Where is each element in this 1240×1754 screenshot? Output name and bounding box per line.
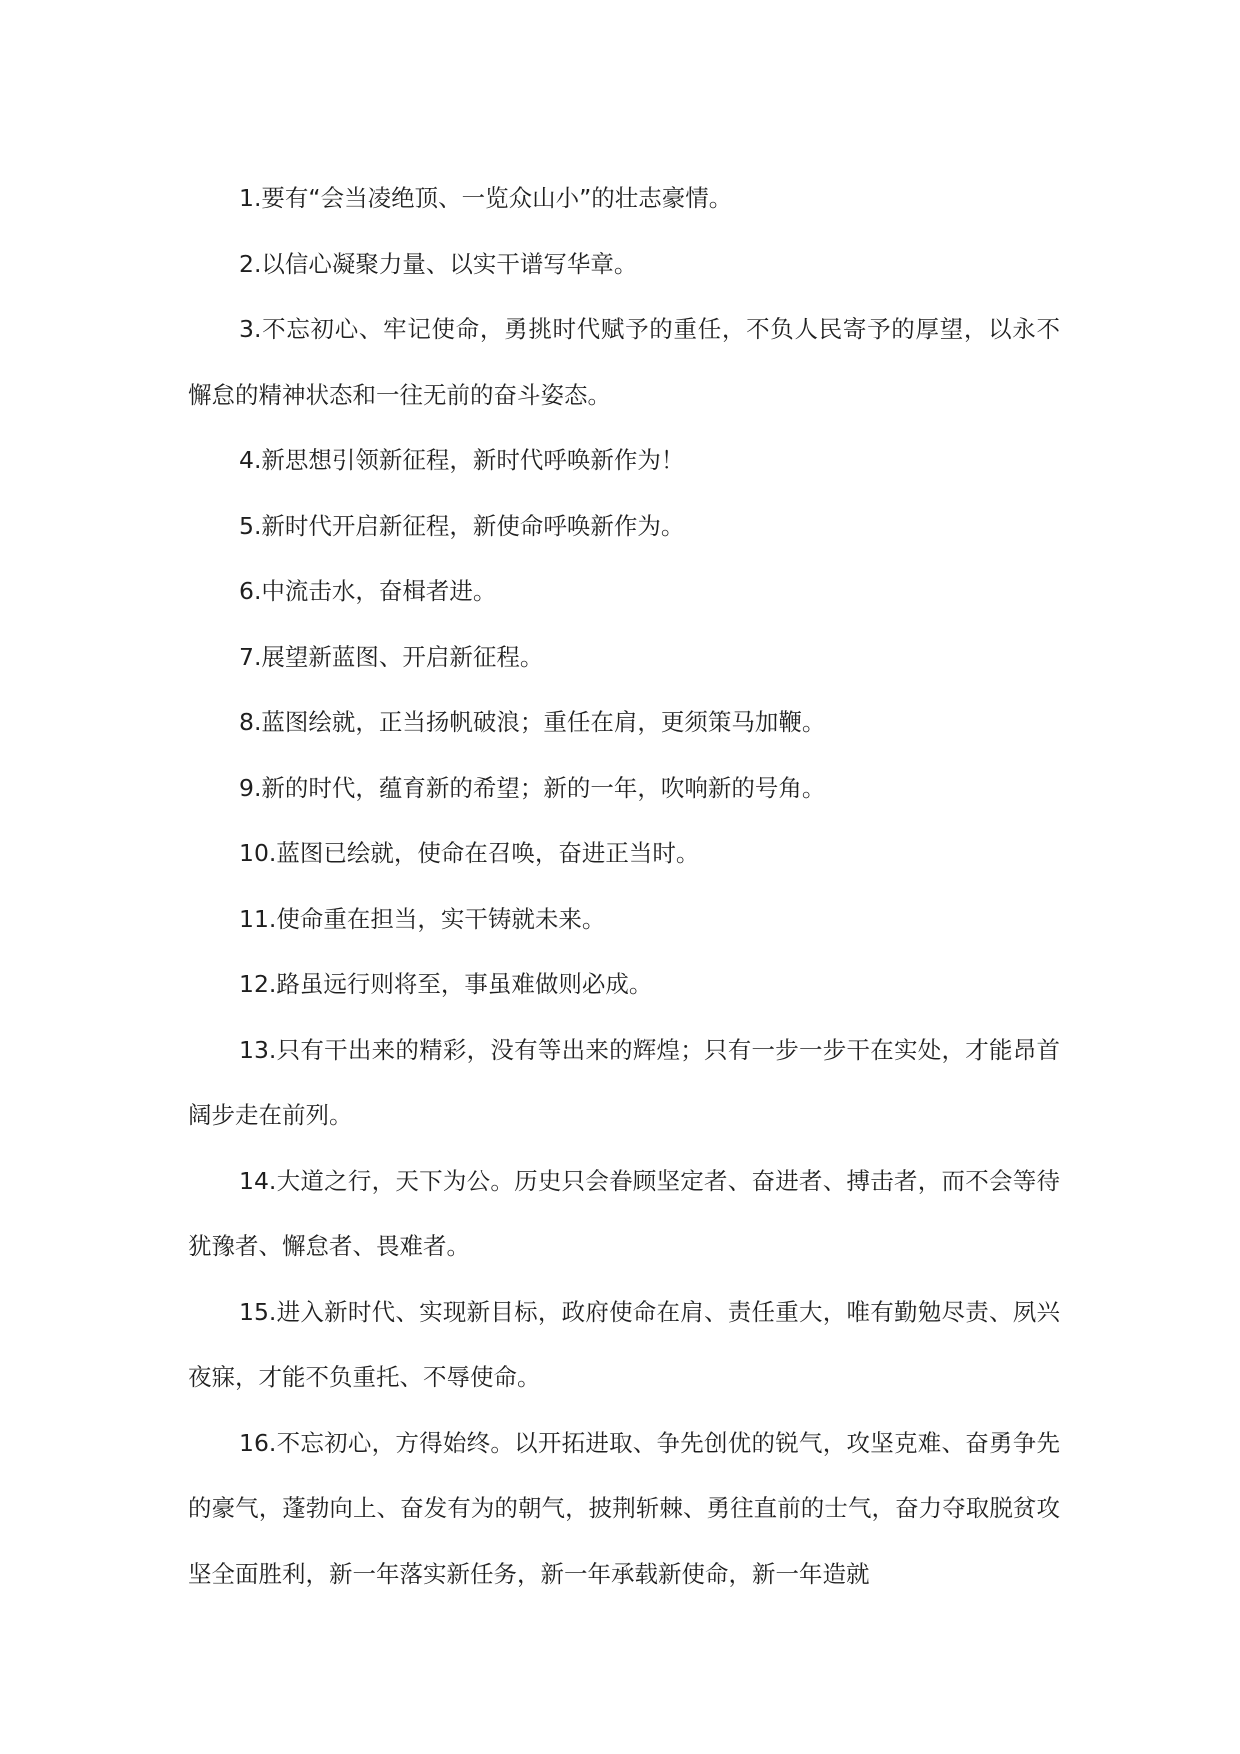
paragraph-15: 15.进入新时代、实现新目标，政府使命在肩、责任重大，唯有勤勉尽责、夙兴夜寐，才能不负重托、不辱使命。: [188, 1297, 1060, 1391]
document-body: [188, 166, 1060, 1607]
paragraph-11: 11.使命重在担当，实干铸就未来。: [239, 904, 606, 933]
paragraph-14: 14.大道之行，天下为公。历史只会眷顾坚定者、奋进者、搏击者，而不会等待犹豫者、懈怠者、畏难者。: [188, 1166, 1060, 1260]
paragraph-8: 8.蓝图绘就，正当扬帆破浪；重任在肩，更须策马加鞭。: [239, 708, 826, 736]
paragraph-4: 4.新思想引领新征程，新时代呼唤新作为！: [239, 446, 685, 474]
paragraph-9: 9.新的时代，蕴育新的希望；新的一年，吹响新的号角。: [239, 773, 826, 802]
paragraph-13: 13.只有干出来的精彩，没有等出来的辉煌；只有一步一步干在实处，才能昂首阔步走在前列。: [188, 1035, 1060, 1129]
paragraph-1: 1.要有“会当凌绝顶、一览众山小”的壮志豪情。: [239, 184, 733, 212]
paragraph-2: 2.以信心凝聚力量、以实干谱写华章。: [239, 249, 638, 278]
paragraph-12: 12.路虽远行则将至，事虽难做则必成。: [239, 970, 653, 998]
paragraph-10: 10.蓝图已绘就，使命在召唤，奋进正当时。: [239, 839, 700, 867]
paragraph-16: 16.不忘初心，方得始终。以开拓进取、争先创优的锐气，攻坚克难、奋勇争先的豪气，蓬勃向上、奋发有为的朝气，披荆斩棘、勇往直前的士气，奋力夺取脱贫攻坚全面胜利，新一年落实新任务，新一年承载新使命，新一年造就: [188, 1428, 1060, 1588]
paragraph-6: 6.中流击水，奋楫者进。: [239, 577, 497, 605]
paragraph-7: 7.展望新蓝图、开启新征程。: [239, 642, 544, 671]
paragraph-3: 3.不忘初心、牢记使命，勇挑时代赋予的重任，不负人民寄予的厚望，以永不懈怠的精神状态和一往无前的奋斗姿态。: [188, 315, 1060, 409]
paragraph-5: 5.新时代开启新征程，新使命呼唤新作为。: [239, 511, 685, 540]
